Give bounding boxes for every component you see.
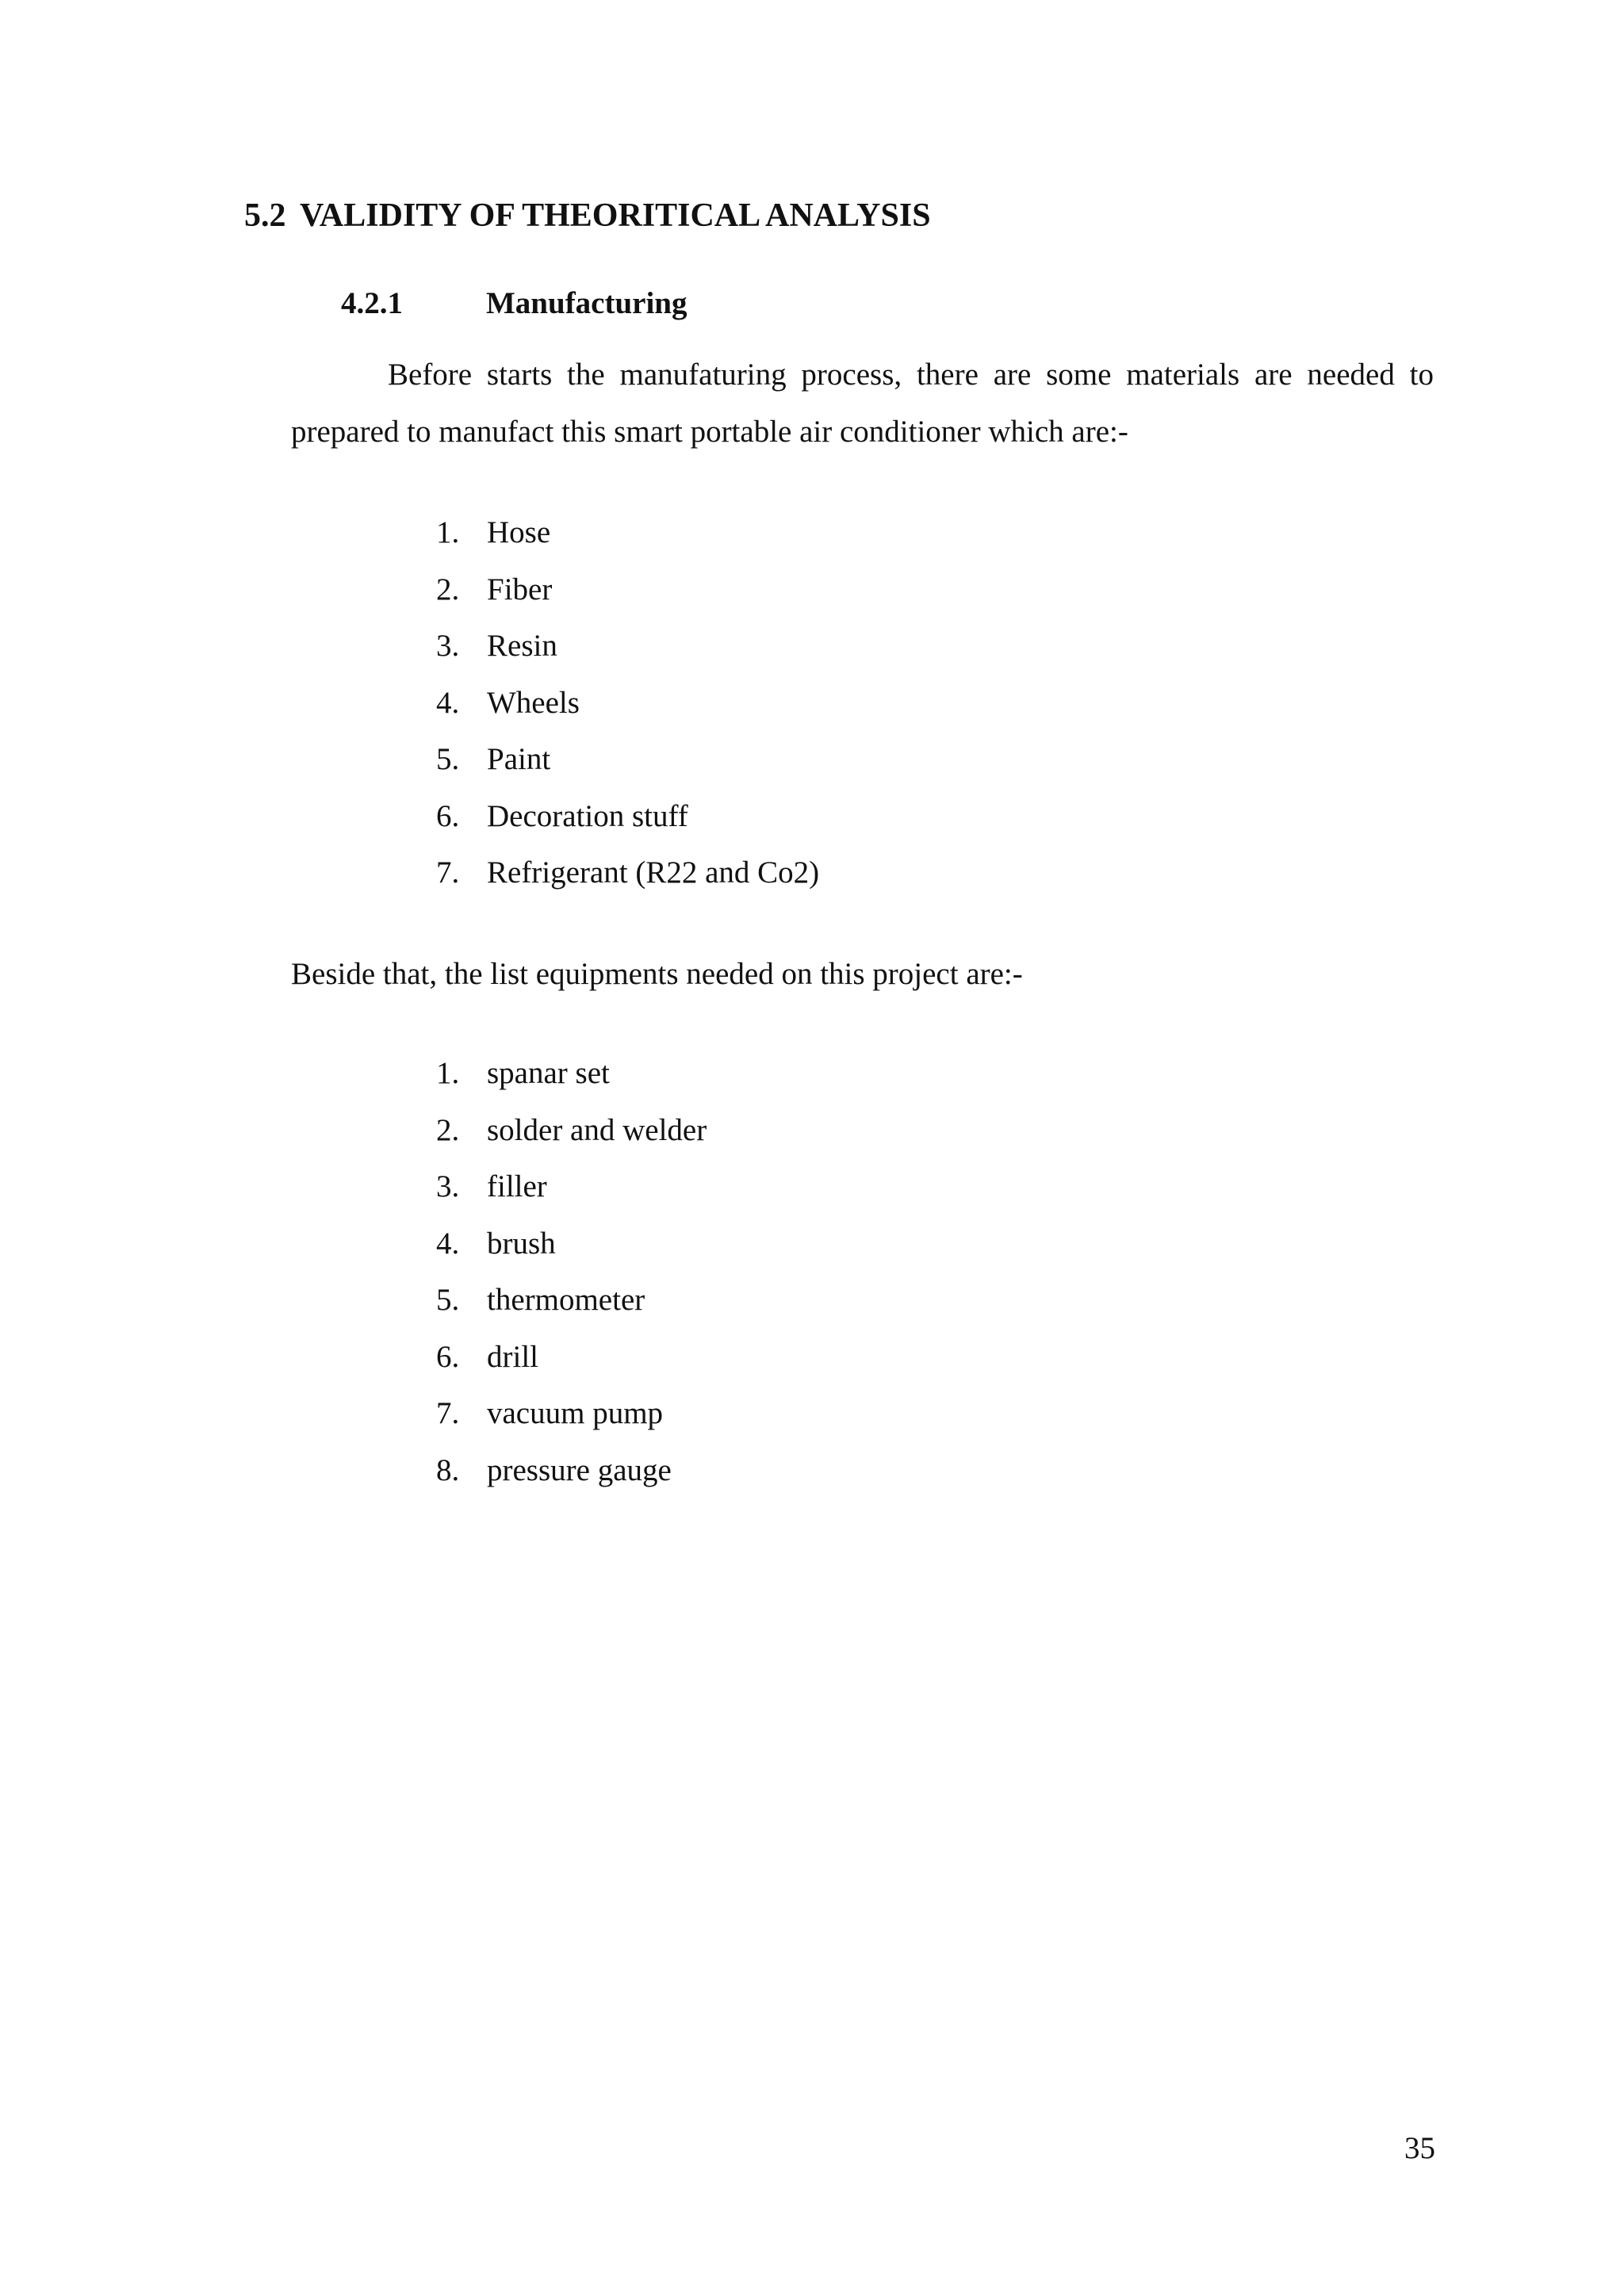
list-item-text: solder and welder — [487, 1112, 707, 1147]
list-item — [436, 1272, 707, 1329]
list-item-text: Hose — [487, 515, 551, 549]
list-marker: 7. — [436, 855, 460, 890]
list-marker: 6. — [436, 1339, 460, 1374]
section-title: VALIDITY OF THEORITICAL ANALYSIS — [300, 197, 931, 234]
list-item — [436, 1102, 707, 1159]
intro-paragraph: Before starts the manufaturing process, there are some materials are needed to prepared to manufact this smart portable air conditioner which are:- — [291, 358, 1434, 449]
list-item — [436, 675, 819, 732]
list-marker: 6. — [436, 798, 460, 833]
list-item-text: spanar set — [487, 1056, 610, 1090]
list-marker: 4. — [436, 1226, 460, 1261]
page-number: 35 — [1404, 2131, 1435, 2165]
list-item — [436, 504, 819, 561]
section-number: 5.2 — [244, 197, 286, 234]
list-item-text: vacuum pump — [487, 1396, 664, 1430]
list-item — [436, 1045, 707, 1102]
list-item — [436, 1215, 707, 1272]
list-item — [436, 844, 819, 901]
list-item-text: pressure gauge — [487, 1452, 672, 1487]
list-item-text: brush — [487, 1226, 556, 1261]
equipment-list — [436, 1045, 707, 1498]
list-marker: 4. — [436, 685, 460, 720]
list-item — [436, 1158, 707, 1215]
list-item — [436, 731, 819, 788]
list-item-text: Paint — [487, 742, 551, 776]
materials-list — [436, 504, 819, 901]
list-item — [436, 788, 819, 845]
subsection-title: Manufacturing — [486, 286, 688, 320]
list-marker: 5. — [436, 1283, 460, 1317]
list-item-text: Fiber — [487, 572, 553, 607]
equipment-intro-paragraph: Beside that, the list equipments needed on this project are:- — [291, 957, 1023, 991]
list-item-text: Refrigerant (R22 and Co2) — [487, 855, 820, 890]
list-item — [436, 1329, 707, 1386]
list-marker: 8. — [436, 1452, 460, 1487]
list-item — [436, 618, 819, 675]
list-marker: 7. — [436, 1396, 460, 1430]
list-marker: 1. — [436, 515, 460, 549]
list-marker: 2. — [436, 572, 460, 607]
list-item — [436, 1385, 707, 1442]
section-heading — [244, 193, 931, 239]
list-marker: 1. — [436, 1056, 460, 1090]
list-item-text: Wheels — [487, 685, 580, 720]
subsection-heading — [341, 282, 688, 325]
subsection-number: 4.2.1 — [341, 286, 403, 320]
list-item-text: thermometer — [487, 1283, 645, 1317]
list-item — [436, 1442, 707, 1499]
list-item-text: drill — [487, 1339, 538, 1374]
list-marker: 3. — [436, 629, 460, 663]
list-marker: 5. — [436, 742, 460, 776]
list-marker: 3. — [436, 1169, 460, 1203]
list-item-text: Resin — [487, 629, 557, 663]
list-item-text: filler — [487, 1169, 547, 1203]
list-marker: 2. — [436, 1112, 460, 1147]
list-item-text: Decoration stuff — [487, 798, 688, 833]
list-item — [436, 561, 819, 618]
